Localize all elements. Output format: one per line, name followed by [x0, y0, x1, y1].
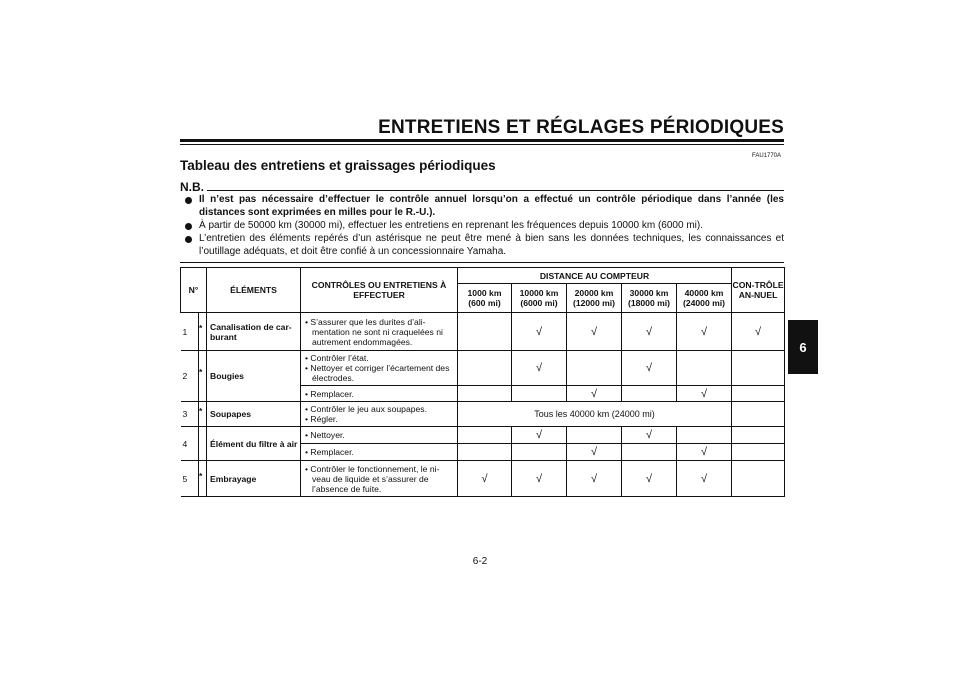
action-item: • Nettoyer. [305, 430, 345, 440]
row-actions [301, 444, 458, 461]
header-km: 10000 km (6000 mi) [512, 284, 567, 313]
action-item: • Contrôler l’état. [305, 353, 369, 363]
note-item-text: À partir de 50000 km (30000 mi), effectuer les entretiens en reprenant les fréquences depuis 10000 km (6000 mi). [199, 220, 703, 231]
check-mark: √ [512, 313, 567, 351]
page-title: ENTRETIENS ET RÉGLAGES PÉRIODIQUES [378, 117, 784, 138]
bullet-icon [185, 236, 192, 243]
row-asterisk: * [199, 402, 207, 427]
action-item: • Contrôler le fonctionnement, le ni-veau de liquide et s’assurer de l’absence de fuite. [305, 463, 440, 494]
check-mark: √ [567, 444, 622, 461]
check-mark: √ [677, 461, 732, 497]
cell-empty [732, 444, 785, 461]
table-row [181, 402, 785, 427]
cell-empty [622, 444, 677, 461]
header-km: 20000 km (12000 mi) [567, 284, 622, 313]
check-mark: √ [622, 313, 677, 351]
cell-empty [732, 461, 785, 497]
check-mark: √ [567, 386, 622, 402]
row-number: 2 [181, 351, 199, 402]
cell-empty [732, 386, 785, 402]
reference-code: FAU1770A [752, 153, 782, 159]
table-row [181, 427, 785, 444]
cell-empty [458, 427, 512, 444]
row-actions [301, 461, 458, 497]
table-row [181, 313, 785, 351]
bullet-icon [185, 197, 192, 204]
check-mark: √ [677, 313, 732, 351]
title-rule-thin [180, 144, 784, 145]
header-elements: ÉLÉMENTS [207, 268, 301, 313]
note-item [185, 233, 784, 258]
header-no: N° [181, 268, 207, 313]
check-mark: √ [567, 461, 622, 497]
maintenance-table [180, 267, 785, 497]
action-item: • Remplacer. [305, 388, 354, 399]
row-element: Canalisation de car-burant [207, 313, 301, 351]
cell-empty [732, 427, 785, 444]
cell-empty [512, 386, 567, 402]
row-actions [301, 351, 458, 386]
check-mark: √ [567, 313, 622, 351]
cell-empty [567, 351, 622, 386]
header-annual: CON-TRÔLE AN-NUEL [732, 268, 785, 313]
cell-empty [677, 351, 732, 386]
cell-empty [458, 444, 512, 461]
action-item: • Régler. [305, 414, 338, 424]
cell-empty [567, 427, 622, 444]
row-asterisk: * [199, 461, 207, 497]
note-end-rule [180, 262, 784, 263]
action-item: • Nettoyer et corriger l’écartement des électrodes. [305, 363, 450, 383]
row-actions [301, 427, 458, 444]
note-rule [207, 190, 784, 191]
header-distance: DISTANCE AU COMPTEUR [458, 268, 732, 284]
check-mark: √ [458, 461, 512, 497]
interval-text: Tous les 40000 km (24000 mi) [458, 402, 732, 427]
cell-empty [458, 351, 512, 386]
section-title: Tableau des entretiens et graissages périodiques [180, 158, 496, 173]
cell-empty [622, 386, 677, 402]
check-mark: √ [622, 351, 677, 386]
title-rule [180, 139, 784, 142]
check-mark: √ [512, 351, 567, 386]
cell-empty [732, 402, 785, 427]
chapter-tab: 6 [788, 320, 818, 374]
row-asterisk: * [199, 313, 207, 351]
cell-empty [732, 351, 785, 386]
row-actions [301, 386, 458, 402]
row-asterisk [199, 427, 207, 461]
header-actions: CONTRÔLES OU ENTRETIENS À EFFECTUER [301, 268, 458, 313]
row-asterisk: * [199, 351, 207, 402]
row-element: Embrayage [207, 461, 301, 497]
note-item [185, 194, 784, 219]
row-number: 3 [181, 402, 199, 427]
row-number: 5 [181, 461, 199, 497]
action-item: • Contrôler le jeu aux soupapes. [305, 404, 427, 414]
row-element: Bougies [207, 351, 301, 402]
check-mark: √ [677, 386, 732, 402]
table-row [181, 461, 785, 497]
cell-empty [458, 313, 512, 351]
header-km: 1000 km (600 mi) [458, 284, 512, 313]
cell-empty [677, 427, 732, 444]
header-km: 30000 km (18000 mi) [622, 284, 677, 313]
check-mark: √ [622, 461, 677, 497]
row-element: Soupapes [207, 402, 301, 427]
row-number: 4 [181, 427, 199, 461]
bullet-icon [185, 223, 192, 230]
check-mark: √ [512, 461, 567, 497]
note-item-text: L’entretien des éléments repérés d’un astérisque ne peut être mené à bien sans les données techniques, les connaissances et l’outillage adéquats, et doit être confié à un concessionnaire Yamaha. [199, 233, 784, 257]
cell-empty [512, 444, 567, 461]
note-label: N.B. [180, 180, 204, 194]
check-mark: √ [622, 427, 677, 444]
page-number: 6-2 [472, 556, 488, 567]
cell-empty [458, 386, 512, 402]
check-mark: √ [512, 427, 567, 444]
table-row [181, 351, 785, 386]
row-number: 1 [181, 313, 199, 351]
row-actions [301, 402, 458, 427]
check-mark: √ [677, 444, 732, 461]
note-item [185, 220, 784, 233]
row-actions [301, 313, 458, 351]
action-item: • S’assurer que les durites d’ali-mentation ne sont ni craquelées ni autrement endommagées. [305, 316, 443, 347]
action-item: • Remplacer. [305, 447, 354, 457]
header-km: 40000 km (24000 mi) [677, 284, 732, 313]
check-mark: √ [732, 313, 785, 351]
row-element: Élément du filtre à air [207, 427, 301, 461]
note-item-text: Il n’est pas nécessaire d’effectuer le contrôle annuel lorsqu’on a effectué un contrôle périodique dans l’année (les distances sont exprimées en milles pour le R.-U.). [199, 194, 784, 218]
